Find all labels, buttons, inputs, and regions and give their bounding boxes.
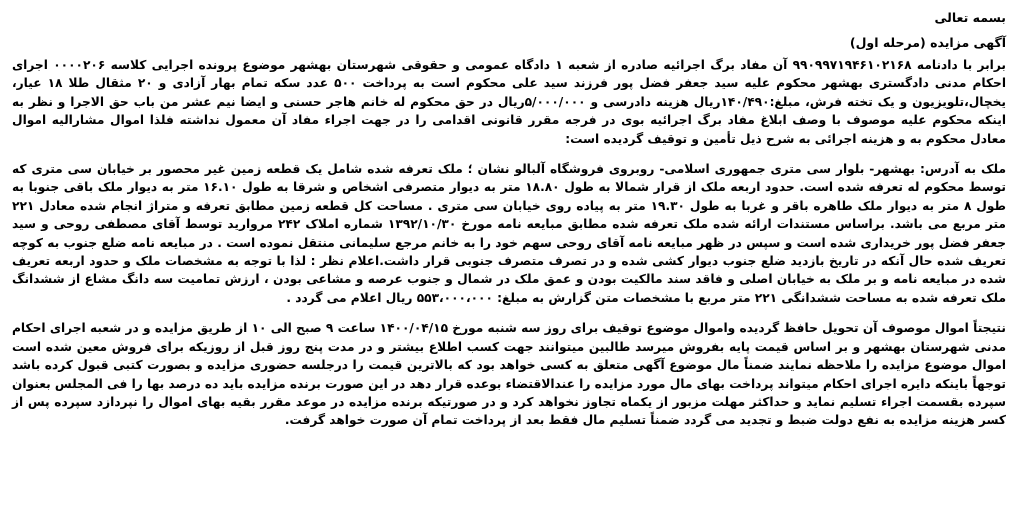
paragraph-auction-terms: نتیجتاً اموال موصوف آن تحویل حافظ گردیده واموال موضوع توقیف برای روز سه شنبه مورخ ۱۴۰۰/۰۴/۱۵ ساعت ۹ صبح الی ۱۰ از طریق مزایده و در شعبه اجرای احکام مدنی شهرستان بهشهر و بر اساس قیمت پایه بفروش میرسد طالبین میتوانند جهت کسب اطلاع بیشتر و در مدت پنج روز قبل از روزیکه برای فروش معین شده است اموال موضوع مزایده را ملاحظه نمایند ضمناً مال موضوع آگهی متعلق به کسی خواهد بود که بالاترین قیمت را درجلسه حضوری مزایده و بصورت کتبی قبول کرده باشد توجهاً باینکه دایره اجرای احکام میتواند پرداخت بهای مال مورد مزایده را عندالاقتضاء بوعده قرار دهد در این صورت برنده مزایده باید ده درصد بها را فی المجلس بعنوان سپرده بقسمت اجراء تسلیم نماید و حداکثر مهلت مزبور از یکماه تجاوز نخواهد کرد و در صورتیکه برنده مزایده در موعد مقرر بقیه بهای اموال را نپردازد سپرده پس از کسر هزینه مزایده به نفع دولت ضبط و تجدید می گردد ضمناً تسلیم مال فقط بعد از پرداخت تمام آن صورت خواهد گرفت.	[12, 321, 1006, 428]
paragraph-property-description: ملک به آدرس: بهشهر- بلوار سی متری جمهوری اسلامی- روبروی فروشگاه آلبالو نشان ؛ ملک تعرفه شده شامل یک قطعه زمین غیر محصور بر خیابان سی متری که توسط محکوم له تعرفه شده است. حدود اربعه ملک از قرار شمالا به طول ۱۸.۸۰ متر به دیوار متصرفی اشخاص و شرقا به طول ۱۶.۱۰ متر به دیوار ملک باقی جنوبا به طول ۸ متر به دیوار ملک طاهره باقر و غربا به طول ۱۹.۳۰ متر به پیاده روی خیابان سی متری . مساحت کل قطعه زمین مطابق تعرفه و متراژ انجام شده معادل ۲۲۱ متر مربع می باشد. براساس مستندات ارائه شده ملک تعرفه شده مطابق مبایعه نامه مورخ ۱۳۹۲/۱۰/۳۰ شماره املاک ۲۴۲ مروارید توسط آقای مصطفی روحی و سید جعفر فضل پور خریداری شده است و سپس در ظهر مبایعه نامه آقای روحی سهم خود را به خانم مرجع سلیمانی منتقل نموده است . در مبایعه نامه ضلع جنوب به کوچه تعریف شده حال آنکه در تاریخ بازدید ضلع جنوب دیوار کشی شده و در تصرف متصرف جنوبی قرار داشت.اعلام نظر : لذا با توجه به مشخصات ملک و حدود اربعه تعریف شده در مبایعه نامه و بر ملک به خیابان اصلی و فاقد سند مالکیت بودن و عمق ملک در شمال و جنوب عرصه و مشاعی بودن ، ارزش تمامیت سه دانگ مشاع از ششدانگ ملک تعرفه شده به مساحت ششدانگی ۲۲۱ متر مربع با مشخصات متن گزارش به مبلغ: ۵۵۳،۰۰۰،۰۰۰ ریال اعلام می گردد .	[12, 162, 1007, 305]
basmala-heading: بسمه تعالی	[934, 10, 1006, 25]
paragraph-judgment: برابر با دادنامه ۹۹۰۹۹۷۱۹۴۶۱۰۲۱۶۸ آن مفاد برگ اجرائیه صادره از شعبه ۱ دادگاه عمومی و حقوقی شهرستان بهشهر موضوع پرونده اجرایی کلاسه ۰۰۰۰۲۰۶ اجرای احکام مدنی دادگستری بهشهر محکوم علیه سید جعفر فضل پور فرزند سید علی محکوم است به پرداخت ۵۰۰ عدد سکه تمام بهار آزادی و ۲۰ مثقال طلا ۱۸ عیار، یخچال،تلویزیون و یک تخته فرش، مبلغ:۱۴۰/۴۹۰ریال هزینه دادرسی و ۵/۰۰۰/۰۰۰ریال در حق محکوم له خانم هاجر حسنی و ایضا نیم عشر من باب حق الاجرا و نظر به اینکه محکوم علیه موصوف با وصف ابلاغ مفاد برگ اجرائیه بوی در فرجه مقرر قانونی اقدامی را در جهت اجراء مفاد آن معمول نداشته فلذا اموال مشارالیه اموال معادل محکوم به و هزینه اجرائی به شرح ذیل تأمین و توقیف گردیده است:	[12, 58, 1007, 146]
notice-title: آگهی مزایده (مرحله اول)	[849, 35, 1006, 50]
